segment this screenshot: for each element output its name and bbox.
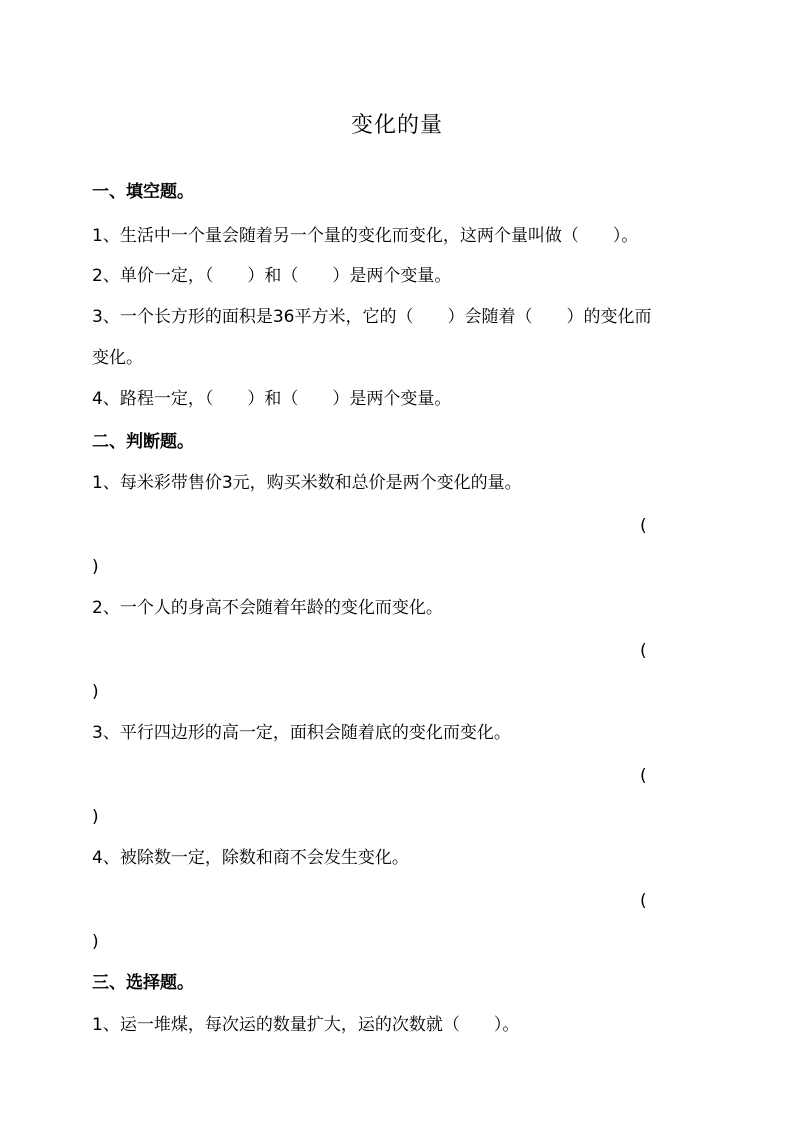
- choice-question-1: 1、运一堆煤，每次运的数量扩大，运的次数就（ ）。: [92, 1015, 520, 1035]
- fill-question-2: 2、单价一定，（ ）和（ ）是两个变量。: [92, 266, 452, 286]
- fill-question-3-line-2: 变化。: [92, 348, 143, 368]
- fill-question-4: 4、路程一定，（ ）和（ ）是两个变量。: [92, 389, 452, 409]
- judge-answer-close-paren-4: ): [92, 932, 99, 952]
- judge-answer-open-paren-4: (: [640, 891, 647, 911]
- judge-answer-close-paren-2: ): [92, 682, 99, 702]
- page-title: 变化的量: [350, 113, 443, 138]
- fill-question-1: 1、生活中一个量会随着另一个量的变化而变化，这两个量叫做（ ）。: [92, 226, 639, 246]
- judge-answer-open-paren-3: (: [640, 766, 647, 786]
- judge-answer-close-paren-1: ): [92, 557, 99, 577]
- fill-question-3-line-1: 3、一个长方形的面积是36平方米，它的（ ）会随着（ ）的变化而: [92, 307, 652, 327]
- judge-question-2: 2、一个人的身高不会随着年龄的变化而变化。: [92, 598, 443, 618]
- section-heading-judge: 二、判断题。: [92, 432, 194, 452]
- judge-answer-open-paren-1: (: [640, 516, 647, 536]
- section-heading-fill: 一、填空题。: [92, 182, 194, 202]
- judge-question-1: 1、每米彩带售价3元，购买米数和总价是两个变化的量。: [92, 473, 522, 493]
- judge-answer-open-paren-2: (: [640, 641, 647, 661]
- judge-answer-close-paren-3: ): [92, 807, 99, 827]
- judge-question-3: 3、平行四边形的高一定，面积会随着底的变化而变化。: [92, 723, 511, 743]
- section-heading-choice: 三、选择题。: [92, 973, 194, 993]
- judge-question-4: 4、被除数一定，除数和商不会发生变化。: [92, 848, 409, 868]
